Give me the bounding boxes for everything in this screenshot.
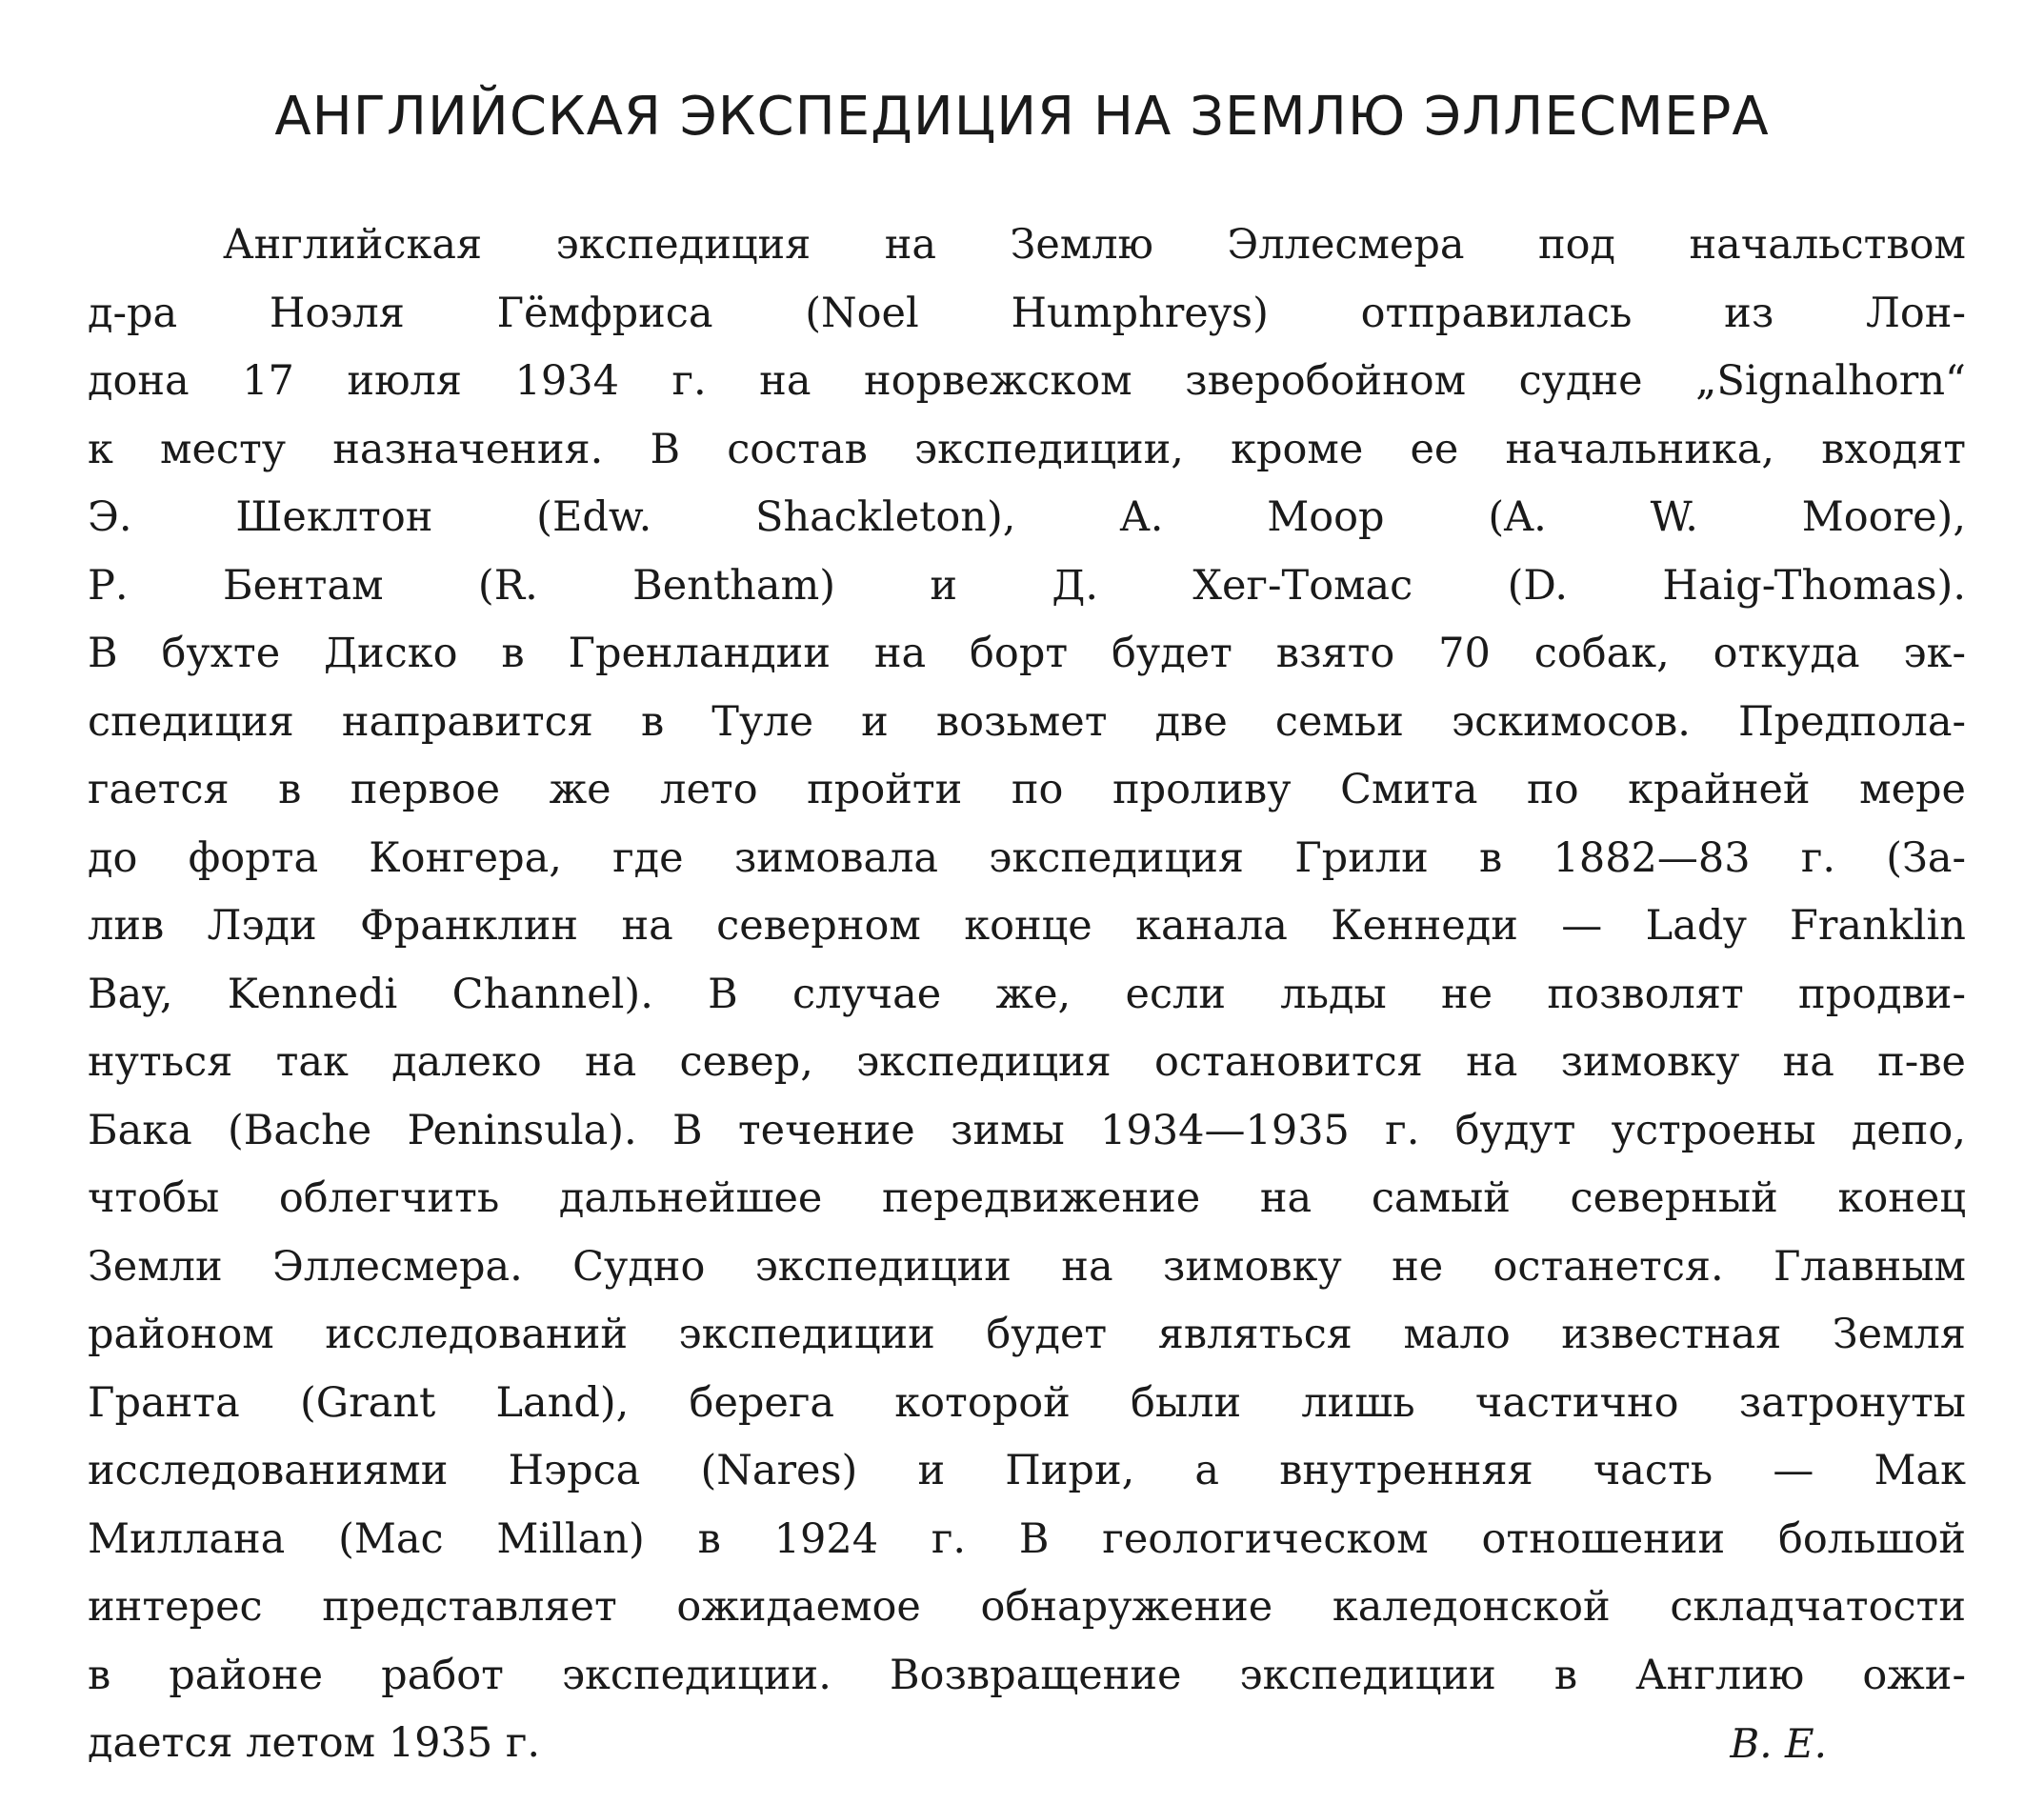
text-line: чтобы облегчить дальнейшее передвижение на самый северный конец xyxy=(88,1174,1966,1222)
text-line: Земли Эллесмера. Судно экспедиции на зимовку не останется. Главным xyxy=(88,1242,1966,1291)
text-line: Bay, Kennedi Channel). В случае же, если льды не позволят продви- xyxy=(88,970,1966,1018)
text-line: д-ра Ноэля Гёмфриса (Noel Humphreys) отправилась из Лон- xyxy=(88,289,1966,337)
last-line-text: дается летом 1935 г. xyxy=(88,1719,541,1767)
text-line: в районе работ экспедиции. Возвращение экспедиции в Англию ожи- xyxy=(88,1651,1966,1699)
text-line: спедиция направится в Туле и возьмет две семьи эскимосов. Предпола- xyxy=(88,697,1966,746)
text-line: Р. Бентам (R. Bentham) и Д. Хег-Томас (D. Haig-Thomas). xyxy=(88,561,1966,610)
text-line: Миллана (Mac Millan) в 1924 г. В геологическом отношении большой xyxy=(88,1514,1966,1563)
article-body xyxy=(88,211,1966,1778)
text-line: Гранта (Grant Land), берега которой были лишь частично затронуты xyxy=(88,1378,1966,1427)
text-line: гается в первое же лето пройти по проливу Смита по крайней мере xyxy=(88,766,1966,813)
text-line: районом исследований экспедиции будет являться мало известная Земля xyxy=(88,1311,1966,1358)
text-line: Бака (Bache Peninsula). В течение зимы 1934—1935 г. будут устроены депо, xyxy=(88,1106,1966,1154)
text-line: до форта Конгера, где зимовала экспедиция Грили в 1882—83 г. (За- xyxy=(88,833,1966,882)
text-line: исследованиями Нэрса (Nares) и Пири, а внутренняя часть — Мак xyxy=(88,1447,1966,1494)
text-line: интерес представляет ожидаемое обнаружение каледонской складчатости xyxy=(88,1583,1966,1631)
text-line: к месту назначения. В состав экспедиции, кроме ее начальника, входят xyxy=(88,425,1966,473)
text-line: В бухте Диско в Гренландии на борт будет взято 70 собак, откуда эк- xyxy=(88,630,1966,677)
text-line: нуться так далеко на север, экспедиция остановится на зимовку на п-ве xyxy=(88,1038,1966,1086)
text-line: дона 17 июля 1934 г. на норвежском зверобойном судне „Signalhorn“ xyxy=(88,357,1966,405)
text-line: лив Лэди Франклин на северном конце канала Кеннеди — Lady Franklin xyxy=(88,902,1966,950)
article-title: АНГЛИЙСКАЯ ЭКСПЕДИЦИЯ НА ЗЕМЛЮ ЭЛЛЕСМЕРА xyxy=(274,86,1770,148)
text-line-last xyxy=(88,1710,1966,1778)
author-signature: В. Е. xyxy=(1730,1720,1827,1767)
text-line: Э. Шеклтон (Edw. Shackleton), А. Моор (A. W. Moore), xyxy=(88,493,1966,541)
text-line: Английская экспедиция на Землю Эллесмера под начальством xyxy=(223,221,1966,269)
